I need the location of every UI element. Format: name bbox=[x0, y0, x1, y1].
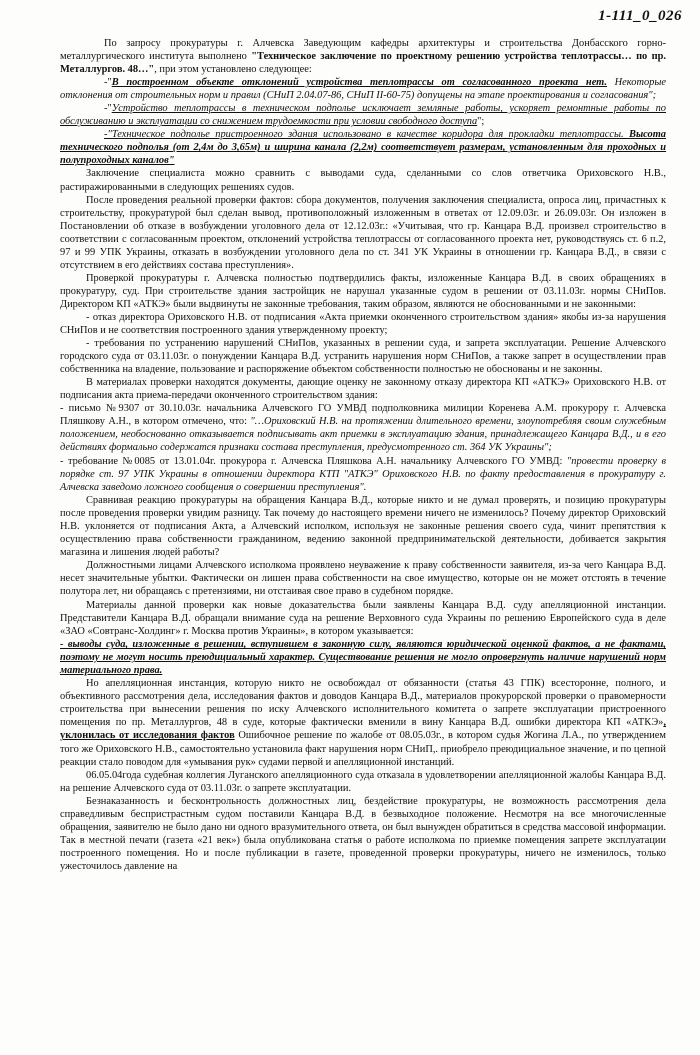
quote-3: -"Техническое подполье пристроенного здания использовано в качестве коридора для прокладки теплотрассы. Высота технического подполья (от 2,4м до 3,65м) и ширина канала (2,2м) соответствует размерам, установленным для проходных и полупроходных каналов" bbox=[60, 129, 666, 167]
paragraph-intro: По запросу прокуратуры г. Алчевска Заведующим кафедры архитектуры и строительства Донбасского горно-металлургического института выполнено "Техническое заключение по проектному решению устройства теплотрассы… по пр. Металлургов. 48…", при этом установлено следующее: bbox=[60, 38, 667, 76]
paragraph-5: - отказ директора Ориховского Н.В. от подписания «Акта приемки оконченного строительством здания» якобы из-за нарушения СНиПов и не соответствия построенного здания утвержденному проекту; bbox=[60, 311, 666, 337]
paragraph-7: В материалах проверки находятся документы, дающие оценку не законному отказу директора КП «АТКЭ» Ориховского Н.В. от подписания акта приема-передачи оконченного строительством здания: bbox=[60, 377, 666, 402]
paragraph-3: После проведения реальной проверки фактов: сбора документов, получения заключения специалиста, опроса лиц, причастных к строительству, прокуратурой был сделан вывод, противоположный изложенным в ответах от 12.09.03г. и 26.09.03г. Он изложен в Постановлении об отказе в возбуждении уголовного дела от 12.12.03г.: «Учитывая, что гр. Канцара В.Д. произвел строительство в соответствии с согласованным проектом, отклонений устройства теплотрассы от согласованного проекта нет, руководствуясь ст. 6 п.2, 97 и 99 УПК Украины, отказать в возбуждении уголовного дела по ст. 341 УК Украины в отношении гр. Канцара В.Д., в связи с отсутствием в его действиях состава преступления». bbox=[60, 194, 666, 271]
paragraph-11: Должностными лицами Алчевского исполкома проявлено неуважение к праву собственности заявителя, из-за чего Канцара В.Д. несет значительные убытки. Фактически он лишен права собственности на свое имущество, которые он не может отстоять в течение полутора лет, ни обращаясь с претензиями, ни отстаивая свое право в судебном порядке. bbox=[60, 559, 666, 597]
paragraph-6: - требования по устранению нарушений СНиПов, указанных в решении суда, и запрета эксплуатации. Решение Алчевского городского суда от 03.11.03г. о понуждении Канцара В.Д. устранить нарушения норм СНиПов, а также запрет в осуществлении прав собственника на владение, пользование и распоряжение объектом собственности полностью не обоснованы и не законны. bbox=[60, 338, 666, 376]
paragraph-4: Проверкой прокуратуры г. Алчевска полностью подтвердились факты, изложенные Канцара В.Д. в своих обращениях в прокуратуру, суд. При строительстве здания застройщик не нарушал указанные судом в решении от 03.11.03г. нормы СНиПов. Директором КП «АТКЭ» были выдвинуты не законные требования, таким образом, являются не обоснованными и не законными: bbox=[60, 272, 666, 310]
paragraph-12: Материалы данной проверки как новые доказательства были заявлены Канцара В.Д. суду апелляционной инстанции. Представители Канцара В.Д. обращали внимание суда на решение Верховного суда Украины по решению Европейского суда в деле «ЗАО «Совтранс-Холдинг» г. Москва против Украины», в котором указывается: bbox=[60, 600, 666, 638]
paragraph-requirement: - требование №0085 от 13.01.04г. прокурора г. Алчевска Пляшкова А.Н. начальнику Алчевского ГО УМВД: "провести проверку в порядке ст. 97 УПК Украины в отношении директора КТП "АТКЭ" Ориховского Н.В. по факту предоставления в прокуратуру г. Алчевска заведомо ложного сообщения о совершении преступления". bbox=[60, 455, 667, 493]
document-body bbox=[60, 37, 666, 873]
quote-1: -"В построенном объекте отклонений устройства теплотрассы от согласованного проекта нет. Некоторые отклонения от строительных норм и правил (СНиП 2.04.07-86, СНиП II-60-75) допущены на этапе проектирования и согласования"; bbox=[60, 77, 666, 102]
paragraph-16: Безнаказанность и бесконтрольность должностных лиц, бездействие прокуратуры, не возможность рассмотрения дела справедливым беспристрастным судом поставили Канцара В.Д. в безвыходное положение. Несмотря на все многочисленные обращения, заявителю не было дано ни одного вразумительного ответа, он был вынужден обратиться в средства массовой информации. Так в местной печати (газета «21 век») была опубликована статья о работе исполкома по приемке помещения запрете эксплуатации построенного помещения. Но и после публикации в газете, проведенной проверки прокуратуры, ничего не изменилось, только ужесточилось давление на bbox=[60, 795, 666, 872]
paragraph-14: Но апелляционная инстанция, которую никто не освобождал от обязанности (статья 43 ГПК) всесторонне, полного, и объективного рассмотрения дела, исследования фактов и доводов Канцара В.Д., материалов прокурорской проверки о правомерности строительства при вынесении решения по иску Алчевского исполнительного комитета о запрете эксплуатации пристроенного помещения по пр. Металлургов, 48 в суде, которые фактически вменили в вину Канцара В.Д. ошибки директора КП «АТКЭ», уклонилась от исследования фактов Ошибочное решение по жалобе от 08.05.03г., в котором судья Жогина Л.А., по утверждением того же Ориховского Н.В., самостоятельно установила факт нарушения норм СНиП,. приобрело преюдициальное значение, и по цепной реакции стало поводом для «умывания рук» судами первой и апелляционной инстанций. bbox=[60, 678, 666, 768]
quote-2: -"Устройство теплотрассы в техническом подполье исключает земляные работы, ускоряет ремонтные работы по обслуживанию и эксплуатации со снижением трудоемкости при условии свободного доступа"; bbox=[60, 103, 666, 128]
paragraph-2: Заключение специалиста можно сравнить с выводами суда, сделанными со слов ответчика Ориховского Н.В., растиражированными в следующих решениях судов. bbox=[60, 168, 666, 193]
paragraph-letter: - письмо №9307 от 30.10.03г. начальника Алчевского ГО УМВД подполковника милиции Коренева А.М. прокурору г. Алчевска Пляшкову А.Н., в котором отмечено, что: "…Ориховский Н.В. на протяжении длительного времени, злоупотребляя своим служебным положением, необоснованно отказывается подписывать акт приемки в эксплуатацию здания, принадлежащего Канцара В.Д., и в его действиях формально содержатся признаки состава преступления, предусмотренного ст. 364 УК Украины"; bbox=[60, 403, 666, 454]
paragraph-10: Сравнивая реакцию прокуратуры на обращения Канцара В.Д., которые никто и не думал проверять, и позицию прокуратуры после проведения проверки увидим разницу. Так почему до настоящего времени ничего не изменилось? Почему директор Ориховский Н.В. уклоняется от подписания Акта, а Алчевский исполком, используя не законные решения своего суда, чинит препятствия к осуществлению права собственности гражданином, ведению законной предпринимательской деятельности, добивается закрытия магазина и лишения людей работы? bbox=[60, 494, 666, 558]
page-number: 1-111_0_026 bbox=[598, 8, 682, 24]
paragraph-13: - выводы суда, изложенные в решении, вступившем в законную силу, являются юридической оценкой фактов, а не фактами, поэтому не могут носить преюдициальный характер. Существование решения не могло опровергнуть наличие нарушений норм материального права. bbox=[60, 639, 666, 677]
paragraph-15: 06.05.04года судебная коллегия Луганского апелляционного суда отказала в удовлетворении апелляционной жалобы Канцара В.Д. на решение Алчевского суда от 03.11.03г. о запрете эксплуатации. bbox=[60, 769, 666, 794]
